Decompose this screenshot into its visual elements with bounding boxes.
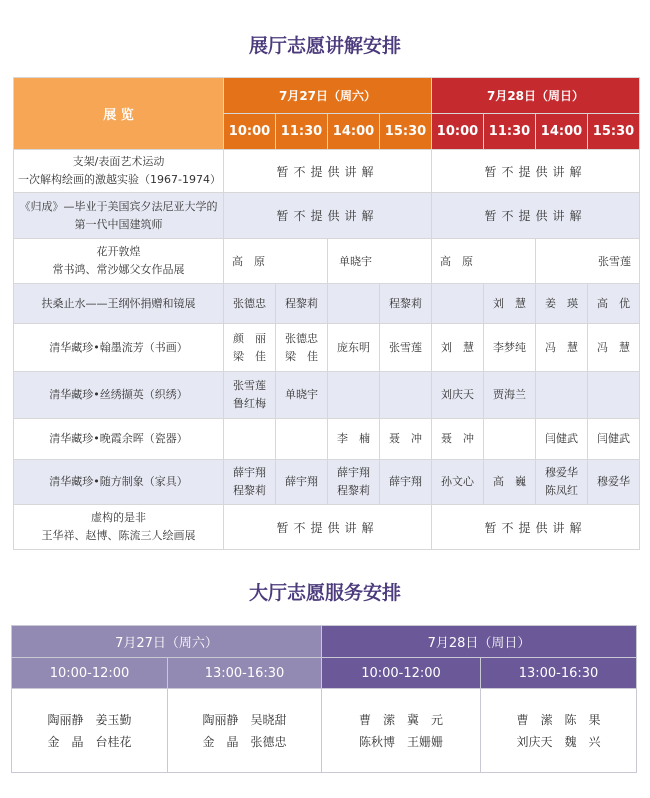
guide-cell: 单晓宇 [328,239,432,284]
guide-cell: 聂 冲 [432,419,484,460]
guide-cell: 高 原 [224,239,328,284]
guide-cell [328,284,380,324]
time-header: 15:30 [588,114,640,150]
guide-cell [536,372,588,419]
guide-cell: 薛宇翔 [276,460,328,505]
guide-cell: 李 楠 [328,419,380,460]
exhibit-name: 花开敦煌 常书鸿、常沙娜父女作品展 [14,239,224,284]
guide-cell: 薛宇翔 程黎莉 [328,460,380,505]
guide-cell: 张德忠 [224,284,276,324]
guide-cell: 高 原 [432,239,536,284]
hall-schedule-title: 大厅志愿服务安排 [248,582,401,604]
table-row [14,372,640,419]
guide-cell: 冯 慧 [588,324,640,372]
volunteer-cell: 陶丽静 吴晓甜 金 晶 张德忠 [168,689,322,773]
time-header: 14:00 [536,114,588,150]
guide-cell: 高 优 [588,284,640,324]
time-header: 11:30 [276,114,328,150]
table-row [14,505,640,550]
exhibit-name: 支架/表面艺术运动 一次解构绘画的激越实验（1967-1974） [14,150,224,193]
guide-cell: 姜 瑛 [536,284,588,324]
table-row [14,239,640,284]
exhibit-name: 《归成》—毕业于美国宾夕法尼亚大学的 第一代中国建筑师 [14,193,224,239]
volunteer-cell: 曹 潆 陈 果 刘庆天 魏 兴 [481,689,637,773]
table-row [12,689,637,773]
guide-cell: 张雪莲 [536,239,640,284]
guide-cell: 李梦纯 [484,324,536,372]
time-header: 11:30 [484,114,536,150]
time-header: 10:00 [224,114,276,150]
guide-cell: 张雪莲 鲁红梅 [224,372,276,419]
hall-time-header: 10:00-12:00 [322,658,481,689]
guide-cell [276,419,328,460]
day2-header: 7月28日（周日） [432,78,640,114]
day1-header: 7月27日（周六） [224,78,432,114]
table-row [14,324,640,372]
table-row [14,193,640,239]
exhibition-guide-table [13,77,640,550]
guide-cell [484,419,536,460]
guide-cell [588,372,640,419]
guide-cell [224,419,276,460]
guide-cell: 刘庆天 [432,372,484,419]
no-guide-note: 暂不提供讲解 [432,150,640,193]
guide-cell: 高 巍 [484,460,536,505]
no-guide-note: 暂不提供讲解 [432,193,640,239]
guide-cell: 聂 冲 [380,419,432,460]
guide-cell: 颜 丽 梁 佳 [224,324,276,372]
guide-cell: 张德忠 梁 佳 [276,324,328,372]
volunteer-cell: 陶丽静 姜玉勤 金 晶 台桂花 [12,689,168,773]
table-row [14,150,640,193]
exhibit-name: 清华藏珍•随方制象（家具） [14,460,224,505]
exhibition-schedule-title: 展厅志愿讲解安排 [248,35,401,57]
guide-cell: 穆爱华 陈凤红 [536,460,588,505]
guide-cell: 单晓宇 [276,372,328,419]
time-header: 14:00 [328,114,380,150]
guide-cell: 薛宇翔 程黎莉 [224,460,276,505]
no-guide-note: 暂不提供讲解 [224,193,432,239]
time-header: 10:00 [432,114,484,150]
hall-time-header: 13:00-16:30 [481,658,637,689]
guide-cell: 闫健武 [536,419,588,460]
hall-time-header: 13:00-16:30 [168,658,322,689]
guide-cell: 刘 慧 [432,324,484,372]
guide-cell: 薛宇翔 [380,460,432,505]
exhibit-name: 清华藏珍•翰墨流芳（书画） [14,324,224,372]
exhibit-name: 扶桑止水——王纲怀捐赠和镜展 [14,284,224,324]
exhibit-column-header: 展 览 [14,78,224,150]
guide-cell [380,372,432,419]
guide-cell: 程黎莉 [380,284,432,324]
hall-day2-header: 7月28日（周日） [322,626,637,658]
guide-cell: 闫健武 [588,419,640,460]
table-row [14,419,640,460]
guide-cell: 程黎莉 [276,284,328,324]
no-guide-note: 暂不提供讲解 [224,150,432,193]
volunteer-cell: 曹 潆 冀 元 陈秋博 王姗姗 [322,689,481,773]
guide-cell: 穆爱华 [588,460,640,505]
guide-cell [432,284,484,324]
exhibit-name: 清华藏珍•丝绣撷英（织绣） [14,372,224,419]
no-guide-note: 暂不提供讲解 [224,505,432,550]
exhibit-name: 虚构的是非 王华祥、赵博、陈流三人绘画展 [14,505,224,550]
guide-cell: 刘 慧 [484,284,536,324]
guide-cell: 贾海兰 [484,372,536,419]
hall-day1-header: 7月27日（周六） [12,626,322,658]
guide-cell [328,372,380,419]
exhibit-name: 清华藏珍•晚霞余晖（瓷器） [14,419,224,460]
guide-cell: 庞东明 [328,324,380,372]
hall-service-table [11,625,637,773]
table-row [14,284,640,324]
table-row [14,460,640,505]
time-header: 15:30 [380,114,432,150]
guide-cell: 孙文心 [432,460,484,505]
no-guide-note: 暂不提供讲解 [432,505,640,550]
guide-cell: 冯 慧 [536,324,588,372]
guide-cell: 张雪莲 [380,324,432,372]
hall-time-header: 10:00-12:00 [12,658,168,689]
